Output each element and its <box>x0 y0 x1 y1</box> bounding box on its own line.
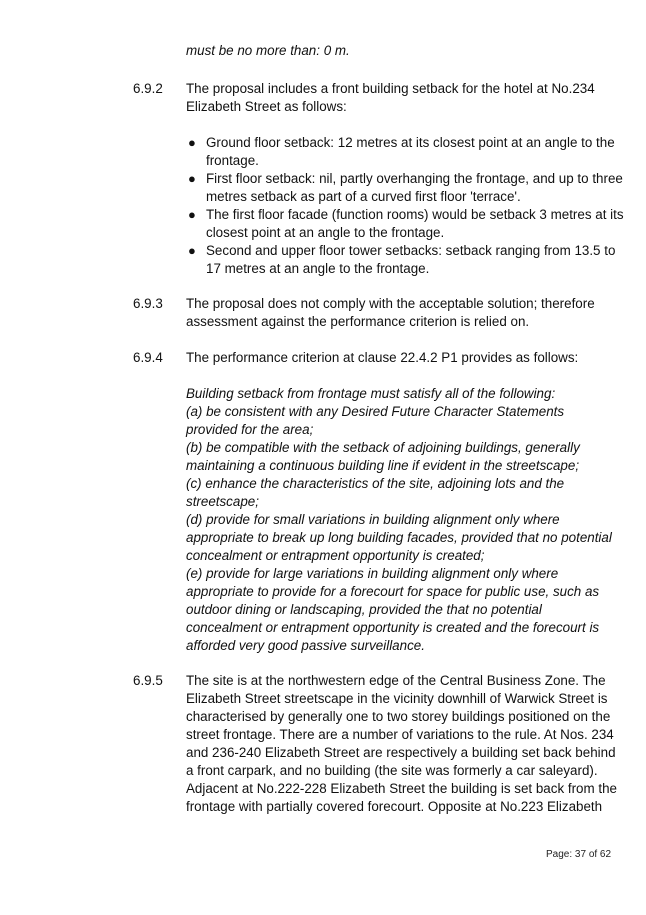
paragraph-line: Elizabeth Street streetscape in the vicinity downhill of Warwick Street is <box>186 691 608 706</box>
bullet-icon: ● <box>188 207 196 222</box>
bullet-line: The first floor facade (function rooms) would be setback 3 metres at its <box>206 207 624 222</box>
bullet-line: Ground floor setback: 12 metres at its closest point at an angle to the <box>206 135 615 150</box>
paragraph-line: The performance criterion at clause 22.4.2 P1 provides as follows: <box>186 350 579 365</box>
quote-line: outdoor dining or landscaping, provided the that no potential <box>186 602 542 617</box>
bullet-icon: ● <box>188 171 196 186</box>
paragraph-line: street frontage. There are a number of variations to the rule. At Nos. 234 <box>186 727 614 742</box>
bullet-icon: ● <box>188 243 196 258</box>
bullet-line: closest point at an angle to the frontage. <box>206 225 445 240</box>
paragraph-line: frontage with partially covered forecourt. Opposite at No.223 Elizabeth <box>186 799 603 814</box>
quote-line: (c) enhance the characteristics of the site, adjoining lots and the <box>186 476 565 491</box>
quote-line: (e) provide for large variations in building alignment only where <box>186 566 559 581</box>
quote-line: Building setback from frontage must satisfy all of the following: <box>186 386 556 401</box>
bullet-icon: ● <box>188 135 196 150</box>
paragraph-line: Adjacent at No.222-228 Elizabeth Street the building is set back from the <box>186 781 617 796</box>
paragraph-line: a front carpark, and no building (the site was formerly a car saleyard). <box>186 763 598 778</box>
quote-line: (a) be consistent with any Desired Future Character Statements <box>186 404 565 419</box>
bullet-line: 17 metres at an angle to the frontage. <box>206 261 430 276</box>
paragraph-line: The site is at the northwestern edge of the Central Business Zone. The <box>186 673 606 688</box>
paragraph-line: characterised by generally one to two storey buildings positioned on the <box>186 709 611 724</box>
section-number: 6.9.5 <box>133 673 163 688</box>
bullet-line: metres setback as part of a curved first floor 'terrace'. <box>206 189 521 204</box>
quote-line: (d) provide for small variations in building alignment only where <box>186 512 560 527</box>
intro-text: must be no more than: 0 m. <box>186 43 350 58</box>
bullet-line: Second and upper floor tower setbacks: setback ranging from 13.5 to <box>206 243 616 258</box>
paragraph-line: Elizabeth Street as follows: <box>186 99 347 114</box>
bullet-line: First floor setback: nil, partly overhanging the frontage, and up to three <box>206 171 623 186</box>
section-number: 6.9.4 <box>133 350 163 365</box>
quote-line: appropriate to break up long building facades, provided that no potential <box>186 530 612 545</box>
bullet-line: frontage. <box>206 153 259 168</box>
quote-line: streetscape; <box>186 494 259 509</box>
paragraph-line: assessment against the performance criterion is relied on. <box>186 314 530 329</box>
quote-line: afforded very good passive surveillance. <box>186 638 425 653</box>
paragraph-line: The proposal includes a front building setback for the hotel at No.234 <box>186 81 595 96</box>
quote-line: (b) be compatible with the setback of adjoining buildings, generally <box>186 440 580 455</box>
quote-line: concealment or entrapment opportunity is created and the forecourt is <box>186 620 600 635</box>
page-number: Page: 37 of 62 <box>546 849 612 860</box>
section-number: 6.9.3 <box>133 296 163 311</box>
quote-line: maintaining a continuous building line if evident in the streetscape; <box>186 458 580 473</box>
paragraph-line: and 236-240 Elizabeth Street are respectively a building set back behind <box>186 745 616 760</box>
quote-line: appropriate to provide for a forecourt for space for public use, such as <box>186 584 600 599</box>
quote-line: concealment or entrapment opportunity is created; <box>186 548 485 563</box>
section-number: 6.9.2 <box>133 81 163 96</box>
quote-line: provided for the area; <box>186 422 314 437</box>
paragraph-line: The proposal does not comply with the acceptable solution; therefore <box>186 296 595 311</box>
